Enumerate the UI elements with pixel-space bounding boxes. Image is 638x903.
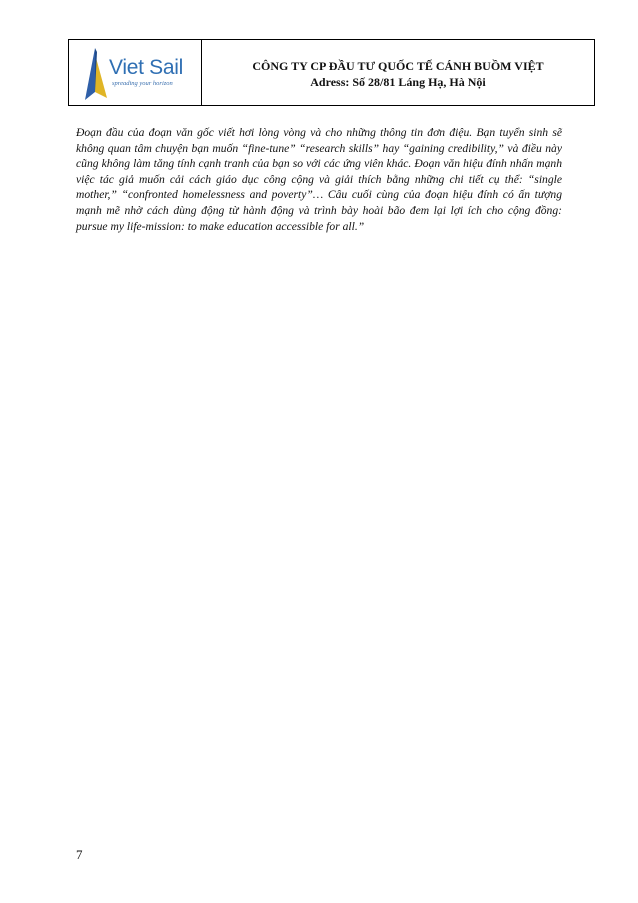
logo-cell <box>69 40 202 105</box>
company-info-cell <box>202 40 594 105</box>
letterhead-table <box>68 39 595 106</box>
company-address: Adress: Số 28/81 Láng Hạ, Hà Nội <box>310 74 486 89</box>
company-name: CÔNG TY CP ĐẦU TƯ QUỐC TẾ CÁNH BUỒM VIỆT <box>252 58 544 73</box>
page-number: 7 <box>76 847 83 862</box>
body-paragraph: Đoạn đầu của đoạn văn gốc viết hơi lòng vòng và cho những thông tin đơn điệu. Bạn tuyển sinh sẽ không quan tâm chuyện bạn muốn “fine-tune” “research skills” hay “gaining credibility,” và điều này cũng không làm tăng tính cạnh tranh của bạn so với các ứng viên khác. Đoạn văn hiệu đính nhấn mạnh việc tác giả muốn cải cách giáo dục công cộng và giải thích bằng những chi tiết cụ thể: “single mother,” “confronted homelessness and poverty”… Câu cuối cùng của đoạn hiệu đính có ấn tượng mạnh mẽ nhờ cách dùng động từ hành động và trình bày hoài bão đem lại lợi ích cho cộng đồng: pursue my life-mission: to make education accessible for all.” <box>76 126 562 233</box>
viet-sail-logo-icon <box>83 48 109 100</box>
logo-wordmark: Viet Sail <box>109 56 183 79</box>
logo-tagline: spreading your horizon <box>112 80 173 87</box>
